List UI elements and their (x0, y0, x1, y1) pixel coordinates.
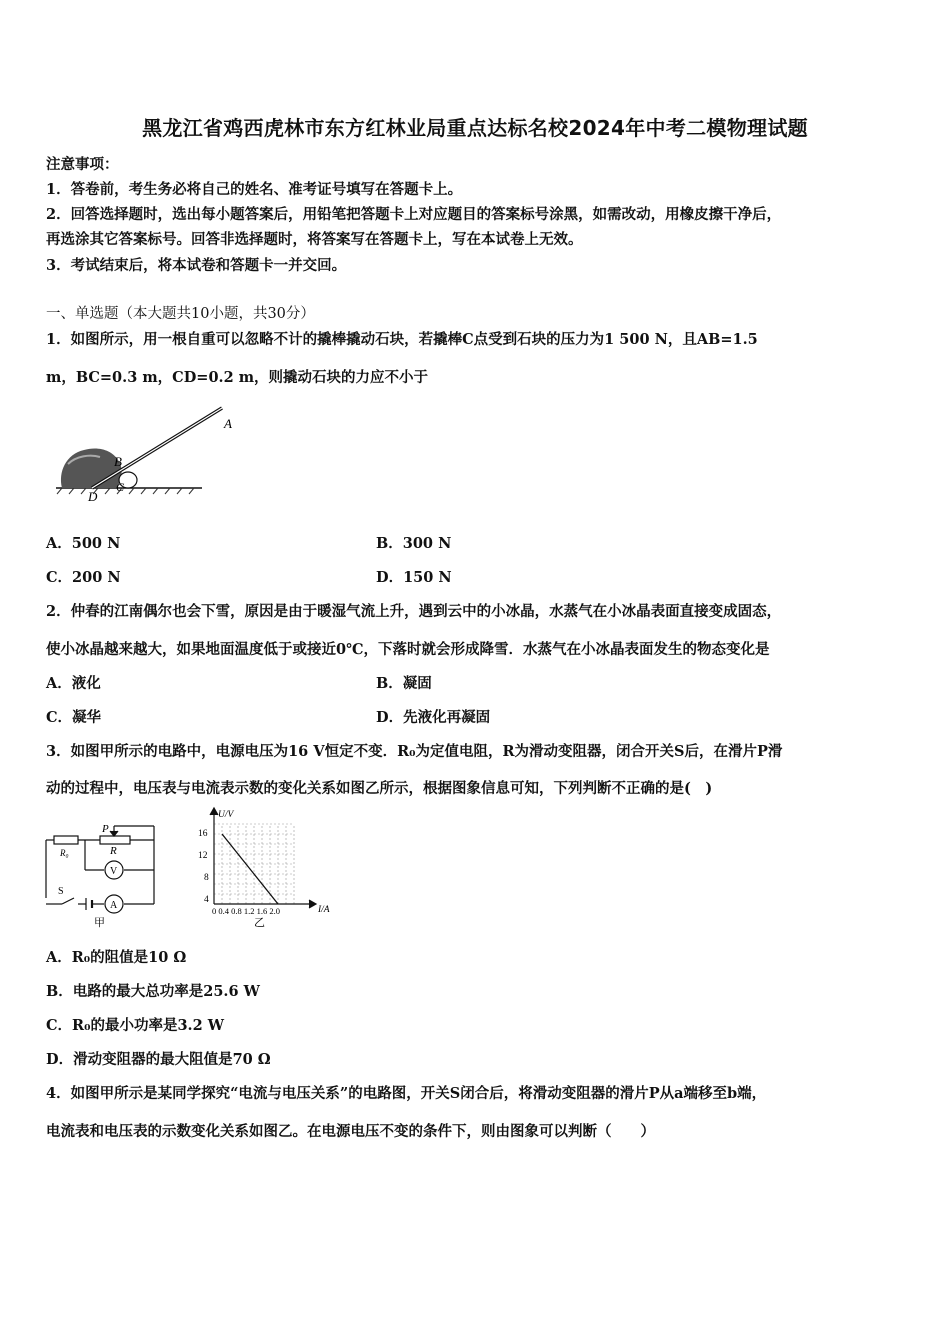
q2-option-c[interactable]: C．凝华 (46, 709, 102, 726)
q3-option-b[interactable]: B．电路的最大总功率是25.6 W (46, 983, 260, 1000)
ground-hatching (57, 488, 194, 494)
q4-line2: 电流表和电压表的示数变化关系如图乙。在电源电压不变的条件下，则由图象可以判断（ ） (46, 1123, 655, 1140)
label-d: D (88, 489, 98, 504)
label-r0: R₀ (60, 848, 69, 858)
notice-item-1: 1．答卷前，考生务必将自己的姓名、准考证号填写在答题卡上。 (46, 181, 463, 198)
q2-option-a[interactable]: A．液化 (46, 675, 101, 692)
caption-jia: 甲 (94, 917, 105, 929)
q3-option-d[interactable]: D．滑动变阻器的最大阻值是70 Ω (46, 1051, 271, 1068)
notice-item-2: 2．回答选择题时，选出每小题答案后，用铅笔把答题卡上对应题目的答案标号涂黑，如需改动，用橡皮擦干净后， (46, 206, 782, 223)
q2-option-b[interactable]: B．凝固 (376, 675, 432, 692)
q1-option-b[interactable]: B．300 N (376, 535, 452, 552)
q1-option-a[interactable]: A．500 N (46, 535, 121, 552)
y-tick-4: 4 (204, 895, 209, 905)
q1-line1: 1．如图所示，用一根自重可以忽略不计的撬棒撬动石块，若撬棒C点受到石块的压力为1 500 N，且AB=1.5 (46, 331, 758, 348)
label-c: C (116, 480, 125, 494)
label-s: S (58, 886, 64, 897)
q3-line1: 3．如图甲所示的电路中，电源电压为16 V恒定不变．R₀为定值电阻，R为滑动变阻器，闭合开关S后，在滑片P滑 (46, 743, 783, 760)
lever-figure (52, 402, 242, 504)
q1-line2: m，BC=0.3 m，CD=0.2 m，则撬动石块的力应不小于 (46, 369, 429, 386)
notice-item-2-cont: 再选涂其它答案标号。回答非选择题时，将答案写在答题卡上，写在本试卷上无效。 (46, 231, 583, 248)
x-axis-label: I/A (318, 905, 330, 915)
notice-item-3: 3．考试结束后，将本试卷和答题卡一并交回。 (46, 257, 347, 274)
y-tick-16: 16 (198, 829, 208, 839)
ui-graph (192, 804, 342, 930)
label-r: R (110, 845, 117, 857)
label-b: B (114, 454, 122, 469)
q1-option-c[interactable]: C．200 N (46, 569, 121, 586)
circuit-figure (40, 820, 165, 930)
notice-heading: 注意事项： (46, 156, 119, 173)
section-heading: 一、单选题（本大题共10小题，共30分） (46, 306, 315, 322)
x-tick-labels: 0 0.4 0.8 1.2 1.6 2.0 (212, 906, 280, 916)
graph-grid (214, 824, 294, 904)
caption-yi: 乙 (254, 917, 265, 929)
y-tick-12: 12 (198, 851, 208, 861)
q2-line2: 使小冰晶越来越大，如果地面温度低于或接近0℃，下落时就会形成降雪．水蒸气在小冰晶表面发生的物态变化是 (46, 641, 770, 658)
label-a: A (110, 900, 118, 911)
q3-line2: 动的过程中，电压表与电流表示数的变化关系如图乙所示，根据图象信息可知，下列判断不正确的是( ) (46, 780, 713, 797)
label-v: V (110, 866, 118, 877)
data-series-line (222, 834, 278, 904)
rheostat-r (100, 836, 130, 844)
boulder (61, 448, 122, 488)
q2-line1: 2．仲春的江南偶尔也会下雪，原因是由于暖湿气流上升，遇到云中的小冰晶，水蒸气在小冰晶表面直接变成固态， (46, 603, 782, 620)
q3-option-c[interactable]: C．R₀的最小功率是3.2 W (46, 1017, 224, 1034)
y-tick-8: 8 (204, 873, 209, 883)
resistor-r0 (54, 836, 78, 844)
label-p: P (102, 823, 109, 835)
q3-option-a[interactable]: A．R₀的阻值是10 Ω (46, 949, 187, 966)
exam-title: 黑龙江省鸡西虎林市东方红林业局重点达标名校2024年中考二模物理试题 (142, 116, 808, 140)
q4-line1: 4．如图甲所示是某同学探究“电流与电压关系”的电路图，开关S闭合后，将滑动变阻器的滑片P从a端移至b端， (46, 1085, 767, 1102)
q1-option-d[interactable]: D．150 N (376, 569, 452, 586)
q2-option-d[interactable]: D．先液化再凝固 (376, 709, 491, 726)
label-a: A (224, 416, 232, 431)
y-axis-label: U/V (218, 810, 234, 820)
